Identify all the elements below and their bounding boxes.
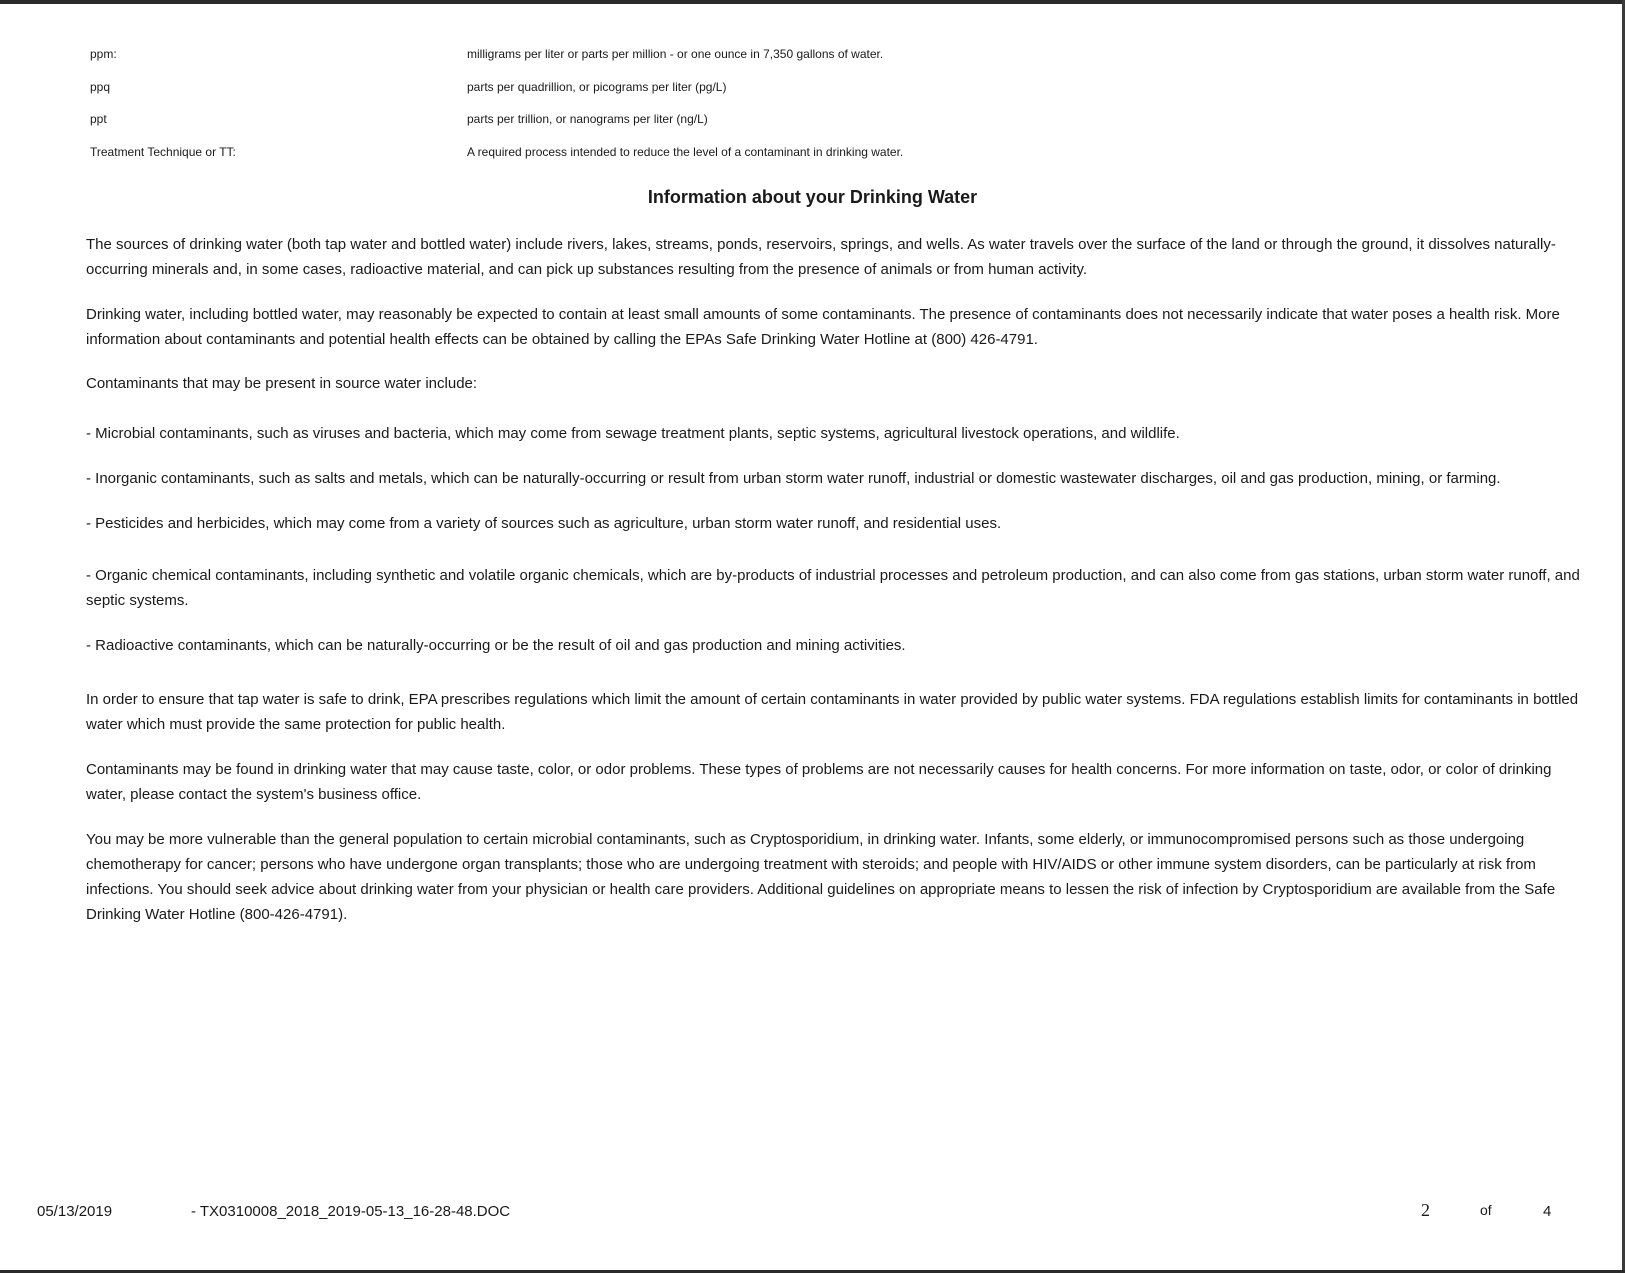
definition-row (90, 38, 1090, 71)
definition-term: Treatment Technique or TT: (90, 144, 236, 159)
paragraph-vulnerable: You may be more vulnerable than the general population to certain microbial contaminants, such as Cryptosporidium, in drinking water. Infants, some elderly, or immunocompromised persons such as those undergoing chemotherapy for cancer; persons who have undergone organ transplants; those who are undergoing treatment with steroids; and people with HIV/AIDS or other immune system disorders, can be particularly at risk from infections. You should seek advice about drinking water from your physician or health care providers. Additional guidelines on appropriate means to lessen the risk of infection by Cryptosporidium are available from the Safe Drinking Water Hotline (800-426-4791). (86, 831, 1556, 923)
body-text (86, 232, 1586, 927)
bullet-radioactive: - Radioactive contaminants, which can be naturally-occurring or be the result of oil and gas production and mining activities. (86, 637, 906, 654)
page-number: 2 (1421, 1200, 1430, 1220)
definition-term: ppq (90, 79, 111, 94)
paragraph-sources: The sources of drinking water (both tap water and bottled water) include rivers, lakes, streams, ponds, reservoirs, springs, and wells. As water travels over the surface of the land or through the ground, it dissolves naturally-occurring minerals and, in some cases, radioactive material, and can pick up substances resulting from the presence of animals or from human activity. (86, 236, 1556, 278)
bullet-organic: - Organic chemical contaminants, including synthetic and volatile organic chemicals, which are by-products of industrial processes and petroleum production, and can also come from gas stations, urban storm water runoff, and septic systems. (86, 567, 1580, 609)
page-total: 4 (1543, 1203, 1552, 1220)
paragraph-taste-odor: Contaminants may be found in drinking water that may cause taste, color, or odor problems. These types of problems are not necessarily causes for health concerns. For more information on taste, odor, or color of drinking water, please contact the system's business office. (86, 761, 1552, 803)
section-heading: Information about your Drinking Water (647, 187, 978, 207)
footer-date: 05/13/2019 (37, 1203, 113, 1220)
definition-description: parts per quadrillion, or picograms per liter (pg/L) (467, 79, 727, 94)
bullet-pesticides: - Pesticides and herbicides, which may come from a variety of sources such as agriculture, urban storm water runoff, and residential uses. (86, 515, 1002, 532)
bullet-inorganic: - Inorganic contaminants, such as salts and metals, which can be naturally-occurring or result from urban storm water runoff, industrial or domestic wastewater discharges, oil and gas production, mining, or farming. (86, 470, 1501, 487)
definition-description: parts per trillion, or nanograms per liter (ng/L) (467, 112, 708, 127)
paragraph-contaminants-intro: Contaminants that may be present in source water include: (86, 375, 478, 392)
definitions-table (90, 38, 1090, 168)
definition-description: milligrams per liter or parts per million - or one ounce in 7,350 gallons of water. (467, 47, 884, 62)
scan-edge-top (0, 0, 1625, 4)
definition-row (90, 71, 1090, 104)
paragraph-bottled-water: Drinking water, including bottled water, may reasonably be expected to contain at least small amounts of some contaminants. The presence of contaminants does not necessarily indicate that water poses a health risk. More information about contaminants and potential health effects can be obtained by calling the EPAs Safe Drinking Water Hotline at (800) 426-4791. (86, 306, 1560, 348)
definition-row (90, 103, 1090, 136)
definition-row (90, 136, 1090, 169)
definition-description: A required process intended to reduce the level of a contaminant in drinking water. (467, 144, 904, 159)
definition-term: ppt (90, 112, 107, 127)
definition-term: ppm: (90, 47, 117, 62)
paragraph-epa-regulations: In order to ensure that tap water is safe to drink, EPA prescribes regulations which limit the amount of certain contaminants in water provided by public water systems. FDA regulations establish limits for contaminants in bottled water which must provide the same protection for public health. (86, 691, 1579, 733)
footer-filename: - TX0310008_2018_2019-05-13_16-28-48.DOC (191, 1203, 511, 1220)
page-of-label: of (1480, 1202, 1492, 1218)
bullet-microbial: - Microbial contaminants, such as viruses and bacteria, which may come from sewage treatment plants, septic systems, agricultural livestock operations, and wildlife. (86, 425, 1180, 442)
